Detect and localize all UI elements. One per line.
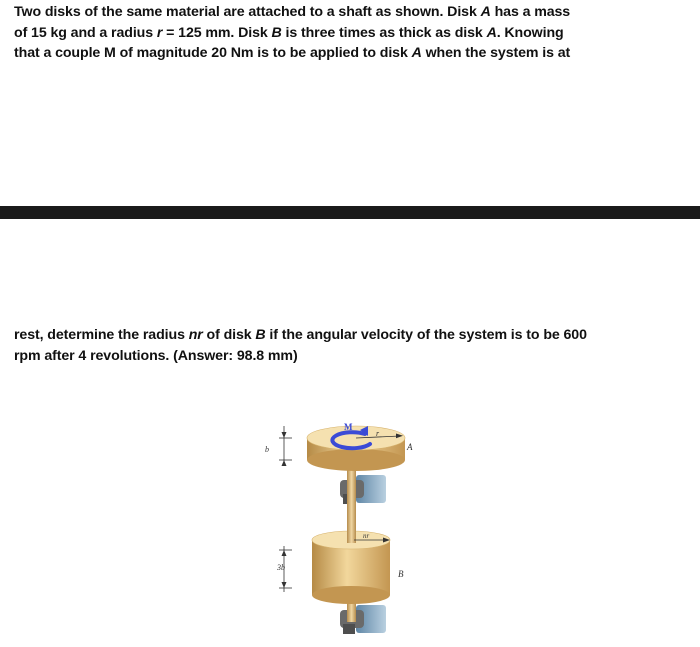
variable-nr: nr bbox=[188, 327, 203, 343]
problem-line-4 bbox=[14, 325, 686, 346]
text-segment: . Knowing bbox=[496, 24, 564, 41]
variable-disk-a: A bbox=[480, 4, 491, 20]
label-nr: nr bbox=[363, 532, 370, 540]
problem-line-3 bbox=[14, 43, 686, 64]
text-segment: of 15 kg and a radius bbox=[14, 24, 157, 41]
label-b: b bbox=[265, 445, 269, 454]
dimension-b bbox=[279, 426, 292, 466]
text-segment: if the angular velocity of the system is to be 600 bbox=[265, 327, 587, 343]
variable-disk-a: A bbox=[486, 24, 497, 41]
label-m: M bbox=[344, 422, 353, 432]
problem-paragraph-1 bbox=[14, 2, 686, 64]
text-segment: Two disks of the same material are attached to a shaft as shown. Disk bbox=[14, 4, 481, 20]
problem-line-5 bbox=[14, 346, 686, 367]
black-divider-bar bbox=[0, 206, 700, 219]
variable-disk-a: A bbox=[411, 45, 422, 61]
text-segment: of magnitude 20 Nm is to be applied to disk bbox=[115, 45, 412, 61]
text-segment: is three times as thick as disk bbox=[281, 24, 487, 41]
text-segment: = 125 mm. Disk bbox=[162, 24, 272, 41]
text-segment: has a mass bbox=[490, 4, 571, 20]
problem-line-2 bbox=[14, 23, 686, 44]
text-segment: rest, determine the radius bbox=[14, 327, 189, 343]
problem-line-1 bbox=[14, 2, 686, 23]
variable-disk-b: B bbox=[255, 327, 266, 343]
text-segment: of disk bbox=[202, 327, 256, 343]
text-segment: when the system is at bbox=[421, 45, 571, 61]
label-b-disk: B bbox=[398, 569, 404, 579]
lower-bearing-support bbox=[340, 605, 386, 634]
variable-r: r bbox=[156, 24, 163, 41]
middle-shaft bbox=[347, 465, 356, 543]
label-a: A bbox=[407, 442, 413, 452]
upper-bearing-support bbox=[340, 475, 386, 504]
text-segment: rpm after 4 revolutions. (Answer: 98.8 mm) bbox=[14, 347, 298, 364]
variable-m: M bbox=[104, 45, 116, 61]
shaft-disks-figure bbox=[250, 410, 430, 647]
problem-paragraph-2 bbox=[14, 325, 686, 366]
text-segment: that a couple bbox=[14, 45, 105, 61]
label-3b: 3b bbox=[277, 563, 285, 572]
label-r: r bbox=[376, 429, 380, 438]
variable-disk-b: B bbox=[271, 24, 282, 41]
